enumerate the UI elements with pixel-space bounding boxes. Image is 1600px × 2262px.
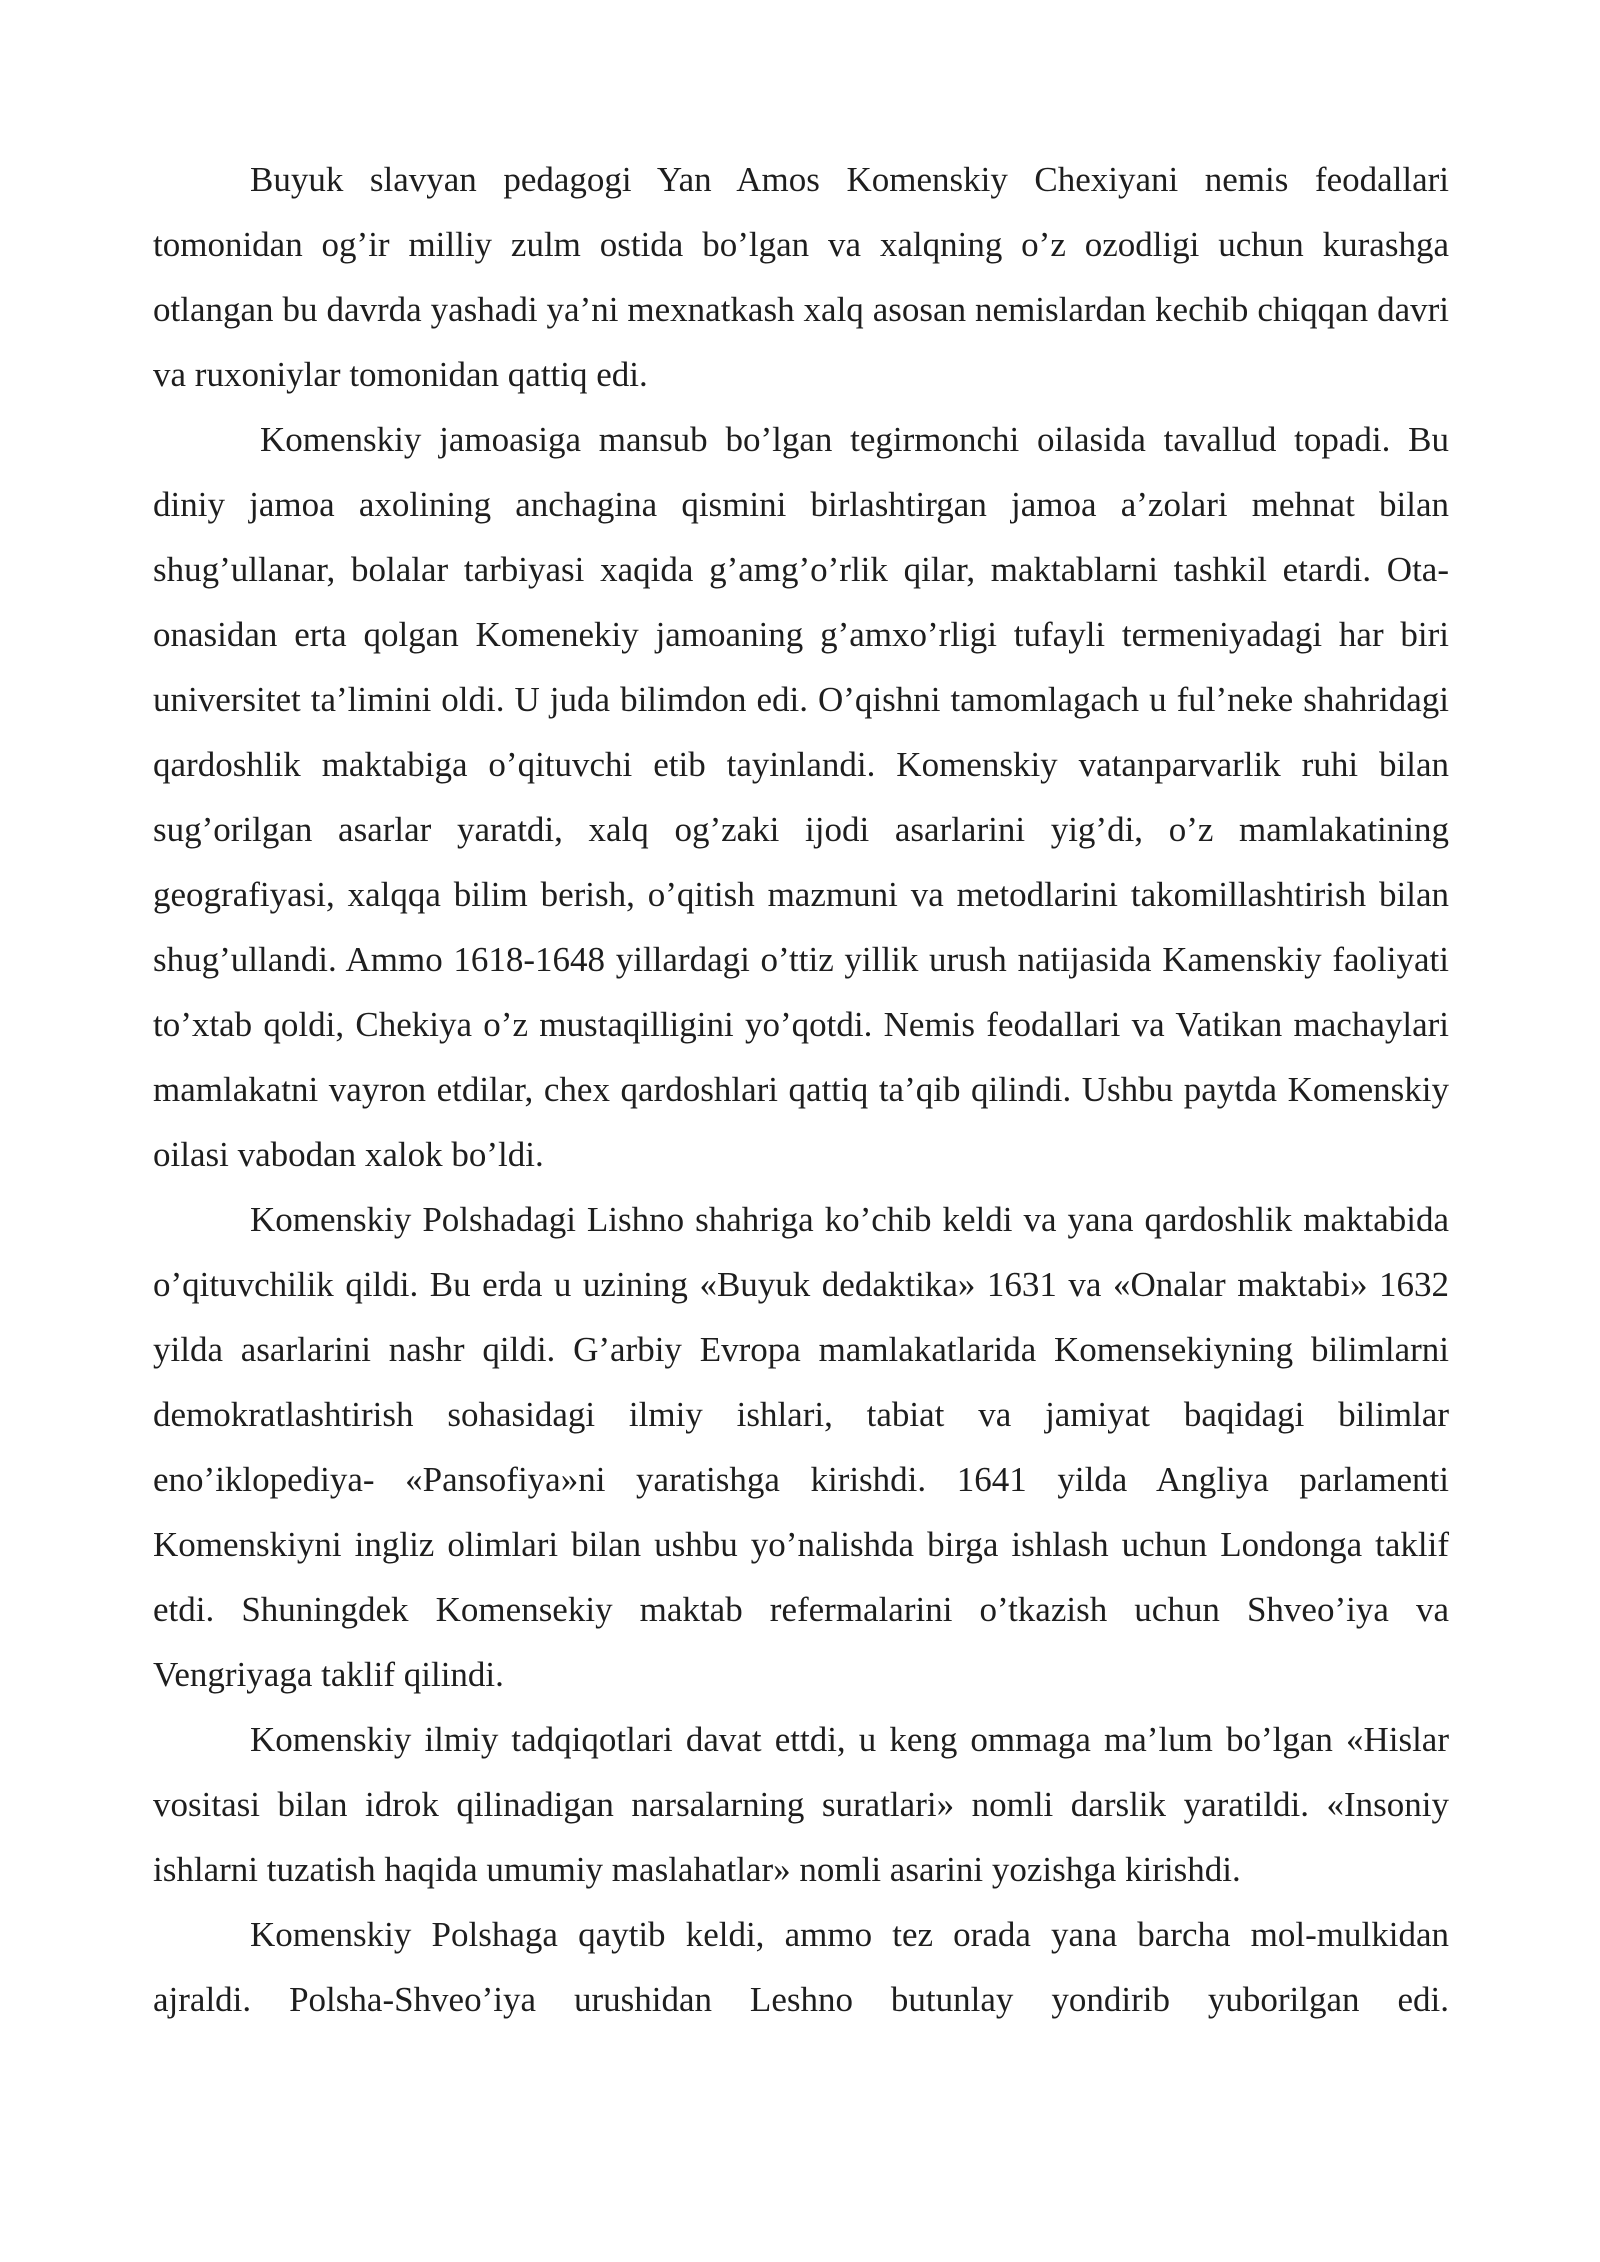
paragraph-5: Komenskiy Polshaga qaytib keldi, ammo tez orada yana barcha mol-mulkidan ajraldi. Polsha-Shveo’iya urushidan Leshno butunlay yondirib yuborilgan edi. (153, 1915, 1449, 2019)
paragraph-2: Komenskiy jamoasiga mansub bo’lgan tegirmonchi oilasida tavallud topadi. Bu diniy jamoa axolining anchagina qismini birlashtirgan jamoa a’zolari mehnat bilan shug’ullanar, bolalar tarbiyasi xaqida g’amg’o’rlik qilar, maktablarni tashkil etardi. Ota-onasidan erta qolgan Komenekiy jamoaning g’amxo’rligi tufayli termeniyadagi har biri universitet ta’limini oldi. U juda bilimdon edi. O’qishni tamomlagach u ful’neke shahridagi qardoshlik maktabiga o’qituvchi etib tayinlandi. Komenskiy vatanparvarlik ruhi bilan sug’orilgan asarlar yaratdi, xalq og’zaki ijodi asarlarini yig’di, o’z mamlakatining geografiyasi, xalqqa bilim berish, o’qitish mazmuni va metodlarini takomillashtirish bilan shug’ullandi. Ammo 1618-1648 yillardagi o’ttiz yillik urush natijasida Kamenskiy faoliyati to’xtab qoldi, Chekiya o’z mustaqilligini yo’qotdi. Nemis feodallari va Vatikan machaylari mamlakatni vayron etdilar, chex qardoshlari qattiq ta’qib qilindi. Ushbu paytda Komenskiy oilasi vabodan xalok bo’ldi. (153, 420, 1449, 1174)
document-page (153, 147, 1449, 2032)
paragraph-1: Buyuk slavyan pedagogi Yan Amos Komenskiy Chexiyani nemis feodallari tomonidan og’ir milliy zulm ostida bo’lgan va xalqning o’z ozodligi uchun kurashga otlangan bu davrda yashadi ya’ni mexnatkash xalq asosan nemislardan kechib chiqqan davri va ruxoniylar tomonidan qattiq edi. (153, 160, 1449, 394)
paragraph-4: Komenskiy ilmiy tadqiqotlari davat ettdi, u keng ommaga ma’lum bo’lgan «Hislar vositasi bilan idrok qilinadigan narsalarning suratlari» nomli darslik yaratildi. «Insoniy ishlarni tuzatish haqida umumiy maslahatlar» nomli asarini yozishga kirishdi. (153, 1720, 1449, 1889)
paragraph-3: Komenskiy Polshadagi Lishno shahriga ko’chib keldi va yana qardoshlik maktabida o’qituvchilik qildi. Bu erda u uzining «Buyuk dedaktika» 1631 va «Onalar maktabi» 1632 yilda asarlarini nashr qildi. G’arbiy Evropa mamlakatlarida Komensekiyning bilimlarni demokratlashtirish sohasidagi ilmiy ishlari, tabiat va jamiyat baqidagi bilimlar eno’iklopediya- «Pansofiya»ni yaratishga kirishdi. 1641 yilda Angliya parlamenti Komenskiyni ingliz olimlari bilan ushbu yo’nalishda birga ishlash uchun Londonga taklif etdi. Shuningdek Komensekiy maktab refermalarini o’tkazish uchun Shveo’iya va Vengriyaga taklif qilindi. (153, 1200, 1449, 1694)
